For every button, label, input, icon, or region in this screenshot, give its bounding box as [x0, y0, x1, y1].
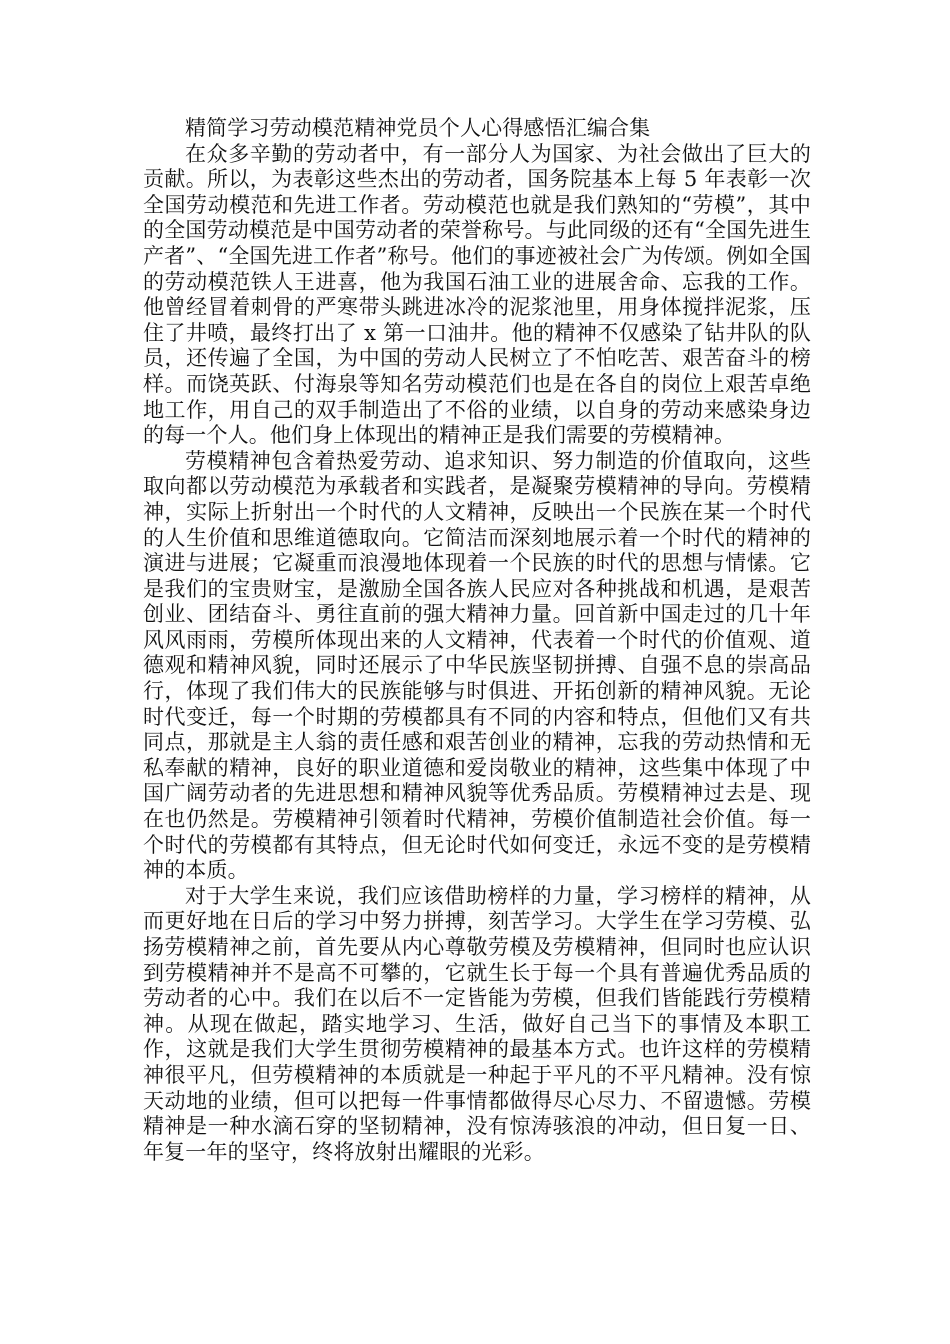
- paragraph-2: 劳模精神包含着热爱劳动、追求知识、努力制造的价值取向，这些取向都以劳动模范为承载者和实践者，是凝聚劳模精神的导向。劳模精神，实际上折射出一个时代的人文精神，反映出一个民族在某一个时代的人生价值和思维道德取向。它简洁而深刻地展示着一个时代的精神的演进与进展；它凝重而浪漫地体现着一个民族的时代的思想与情愫。它是我们的宝贵财宝，是激励全国各族人民应对各种挑战和机遇，是艰苦创业、团结奋斗、勇往直前的强大精神力量。回首新中国走过的几十年风风雨雨，劳模所体现出来的人文精神，代表着一个时代的价值观、道德观和精神风貌，同时还展示了中华民族坚韧拼搏、自强不息的崇高品行，体现了我们伟大的民族能够与时俱进、开拓创新的精神风貌。无论时代变迁，每一个时期的劳模都具有不同的内容和特点，但他们又有共同点，那就是主人翁的责任感和艰苦创业的精神，忘我的劳动热情和无私奉献的精神，良好的职业道德和爱岗敬业的精神，这些集中体现了中国广阔劳动者的先进思想和精神风貌等优秀品质。劳模精神过去是、现在也仍然是。劳模精神引领着时代精神，劳模价值制造社会价值。每一个时代的劳模都有其特点，但无论时代如何变迁，永远不变的是劳模精神的本质。: [143, 448, 811, 883]
- paragraph-3: 对于大学生来说，我们应该借助榜样的力量，学习榜样的精神，从而更好地在日后的学习中努力拼搏，刻苦学习。大学生在学习劳模、弘扬劳模精神之前，首先要从内心尊敬劳模及劳模精神，但同时也应认识到劳模精神并不是高不可攀的，它就生长于每一个具有普遍优秀品质的劳动者的心中。我们在以后不一定皆能为劳模，但我们皆能践行劳模精神。从现在做起，踏实地学习、生活，做好自己当下的事情及本职工作，这就是我们大学生贯彻劳模精神的最基本方式。也许这样的劳模精神很平凡，但劳模精神的本质就是一种起于平凡的不平凡精神。没有惊天动地的业绩，但可以把每一件事情都做得尽心尽力、不留遗憾。劳模精神是一种水滴石穿的坚韧精神，没有惊涛骇浪的冲动，但日复一日、年复一年的坚守，终将放射出耀眼的光彩。: [143, 883, 811, 1164]
- document-title: 精简学习劳动模范精神党员个人心得感悟汇编合集: [185, 116, 651, 140]
- document-body: [143, 116, 811, 1165]
- paragraph-1: 在众多辛勤的劳动者中，有一部分人为国家、为社会做出了巨大的贡献。所以，为表彰这些杰出的劳动者，国务院基本上每 5 年表彰一次全国劳动模范和先进工作者。劳动模范也就是我们熟知的“劳模”，其中的全国劳动模范是中国劳动者的荣誉称号。与此同级的还有“全国先进生产者”、“全国先进工作者”称号。他们的事迹被社会广为传颂。例如全国的劳动模范铁人王进喜，他为我国石油工业的进展舍命、忘我的工作。他曾经冒着刺骨的严寒带头跳进冰冷的泥浆池里，用身体搅拌泥浆，压住了井喷，最终打出了 x 第一口油井。他的精神不仅感染了钻井队的队员，还传遍了全国，为中国的劳动人民树立了不怕吃苦、艰苦奋斗的榜样。而饶英跃、付海泉等知名劳动模范们也是在各自的岗位上艰苦卓绝地工作，用自己的双手制造出了不俗的业绩，以自身的劳动来感染身边的每一个人。他们身上体现出的精神正是我们需要的劳模精神。: [143, 141, 811, 448]
